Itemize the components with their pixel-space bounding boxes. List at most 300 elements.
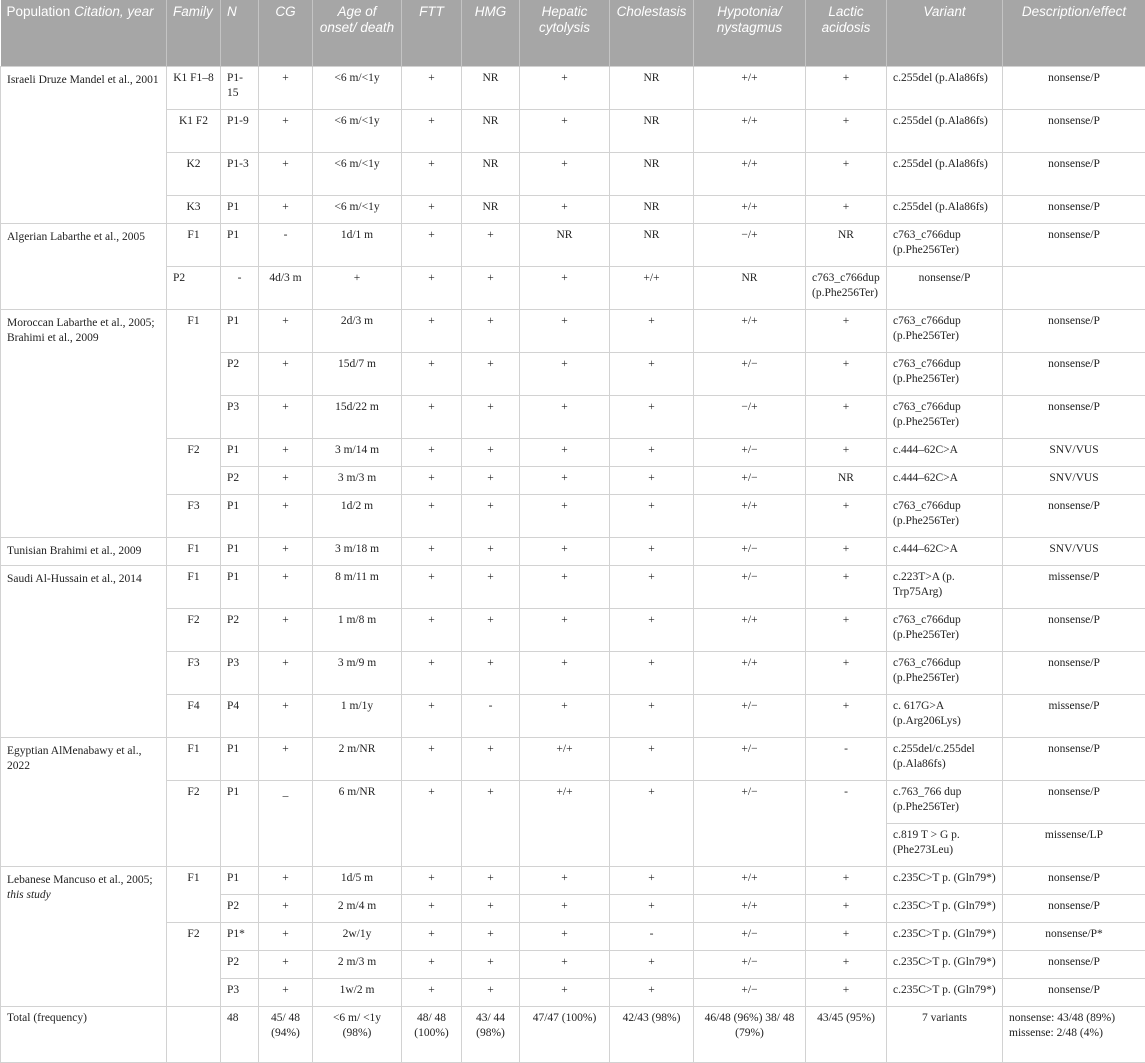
total-age: <6 m/ <1y (98%) [313, 1007, 402, 1063]
cholestasis-cell: + [610, 652, 694, 695]
cholestasis-cell: NR [610, 67, 694, 110]
cholestasis-cell: NR [610, 224, 694, 267]
n-cell: P2 [167, 267, 221, 310]
table-row [1, 439, 1145, 467]
variant-cell: c.444–62C>A [887, 467, 1003, 495]
cholestasis-cell: NR [610, 110, 694, 153]
hypotonia-cell: +/− [694, 695, 806, 738]
hmg-cell: + [462, 609, 520, 652]
n-cell: P2 [221, 467, 259, 495]
hmg-cell: + [462, 738, 520, 781]
ftt-cell: + [313, 267, 402, 310]
ftt-cell: + [402, 652, 462, 695]
ftt-cell: + [402, 353, 462, 396]
table-row [1, 110, 1145, 153]
age-cell: 3 m/14 m [313, 439, 402, 467]
variant-cell: c763_c766dup (p.Phe256Ter) [887, 495, 1003, 538]
ftt-cell: + [402, 196, 462, 224]
ftt-cell: + [402, 439, 462, 467]
lactic-cell: + [806, 923, 887, 951]
hypotonia-cell: +/+ [694, 609, 806, 652]
age-cell: 2w/1y [313, 923, 402, 951]
hepatic-cell: + [520, 895, 610, 923]
cg-cell: + [259, 396, 313, 439]
variant-cell: c. 617G>A (p.Arg206Lys) [887, 695, 1003, 738]
hypotonia-cell: +/− [694, 566, 806, 609]
n-cell: P4 [221, 695, 259, 738]
header-family: Family [167, 0, 221, 67]
hepatic-cell: + [520, 867, 610, 895]
variant-cell: c.235C>T p. (Gln79*) [887, 979, 1003, 1007]
description-cell: nonsense/P [1003, 110, 1145, 153]
cg-cell: _ [259, 781, 313, 867]
cholestasis-cell: + [520, 267, 610, 310]
cg-cell: + [259, 439, 313, 467]
hypotonia-cell: +/+ [694, 110, 806, 153]
n-cell: P1 [221, 310, 259, 353]
family-cell: F2 [167, 439, 221, 495]
family-cell: F1 [167, 224, 221, 267]
description-cell: nonsense/P [1003, 353, 1145, 396]
ftt-cell: + [402, 538, 462, 566]
hypotonia-cell: +/− [694, 979, 806, 1007]
cholestasis-cell: + [610, 781, 694, 867]
hepatic-cell: + [520, 538, 610, 566]
table-row [1, 781, 1145, 824]
n-cell: P2 [221, 353, 259, 396]
table-row [1, 609, 1145, 652]
population-cell [1, 538, 167, 566]
hmg-cell: + [462, 310, 520, 353]
family-cell: F3 [167, 495, 221, 538]
header-hmg: HMG [462, 0, 520, 67]
hepatic-cell: +/+ [520, 781, 610, 867]
population-note: this study [7, 889, 51, 901]
header-n: N [221, 0, 259, 67]
description-cell: nonsense/P [1003, 224, 1145, 267]
lactic-cell: NR [694, 267, 806, 310]
hmg-cell: NR [462, 110, 520, 153]
family-cell: K1 F2 [167, 110, 221, 153]
description-cell: nonsense/P [1003, 781, 1145, 824]
lactic-cell: + [806, 353, 887, 396]
n-cell: P1 [221, 867, 259, 895]
population-cell [1, 224, 167, 310]
table-row [1, 310, 1145, 353]
total-ftt: 48/ 48 (100%) [402, 1007, 462, 1063]
population-cell [1, 566, 167, 738]
hmg-cell: + [462, 652, 520, 695]
n-cell: P2 [221, 895, 259, 923]
total-hypotonia: 46/48 (96%) 38/ 48 (79%) [694, 1007, 806, 1063]
description-cell: nonsense/P [1003, 895, 1145, 923]
ftt-cell: + [402, 396, 462, 439]
variant-cell: c763_c766dup (p.Phe256Ter) [887, 652, 1003, 695]
population-cell [1, 738, 167, 867]
hmg-cell: NR [462, 196, 520, 224]
cg-cell: + [259, 310, 313, 353]
ftt-cell: + [402, 224, 462, 267]
table-row [1, 738, 1145, 781]
cholestasis-cell: + [610, 538, 694, 566]
ftt-cell: + [402, 951, 462, 979]
age-cell: 1w/2 m [313, 979, 402, 1007]
variant-cell: c.235C>T p. (Gln79*) [887, 951, 1003, 979]
variant-cell: c.223T>A (p. Trp75Arg) [887, 566, 1003, 609]
cg-cell: + [259, 467, 313, 495]
n-cell: P1 [221, 566, 259, 609]
cholestasis-cell: + [610, 310, 694, 353]
hepatic-cell: + [520, 110, 610, 153]
header-description: Description/effect [1003, 0, 1145, 67]
lactic-cell: + [806, 652, 887, 695]
hypotonia-cell: +/− [694, 781, 806, 867]
hmg-cell: + [462, 566, 520, 609]
hepatic-cell: + [520, 609, 610, 652]
lactic-cell: + [806, 67, 887, 110]
hypotonia-cell: +/− [694, 353, 806, 396]
ftt-cell: + [402, 110, 462, 153]
hepatic-cell: + [520, 153, 610, 196]
variant-cell: c.255del/c.255del (p.Ala86fs) [887, 738, 1003, 781]
n-cell: P1 [221, 738, 259, 781]
ftt-cell: + [402, 979, 462, 1007]
family-cell: F3 [167, 652, 221, 695]
cholestasis-cell: + [610, 467, 694, 495]
age-cell: 6 m/NR [313, 781, 402, 867]
lactic-cell: + [806, 439, 887, 467]
hypotonia-cell: +/− [694, 923, 806, 951]
table-row [1, 867, 1145, 895]
table-row [1, 923, 1145, 951]
header-lactic: Lactic acidosis [806, 0, 887, 67]
description-cell: nonsense/P [1003, 867, 1145, 895]
header-hypotonia: Hypotonia/ nystagmus [694, 0, 806, 67]
hypotonia-cell: +/+ [694, 652, 806, 695]
total-variant: 7 variants [887, 1007, 1003, 1063]
cg-cell: + [259, 738, 313, 781]
family-cell: F2 [167, 781, 221, 867]
lactic-cell: + [806, 310, 887, 353]
lactic-cell: + [806, 566, 887, 609]
variant-cell: c763_c766dup (p.Phe256Ter) [887, 609, 1003, 652]
cg-cell: + [259, 979, 313, 1007]
lactic-cell: + [806, 153, 887, 196]
ftt-cell: + [402, 495, 462, 538]
age-cell: 4d/3 m [259, 267, 313, 310]
cholestasis-cell: NR [610, 196, 694, 224]
hmg-cell: + [402, 267, 462, 310]
variant-cell: c.235C>T p. (Gln79*) [887, 867, 1003, 895]
header-hepatic: Hepatic cytolysis [520, 0, 610, 67]
hepatic-cell: + [520, 196, 610, 224]
description-cell: missense/LP [1003, 824, 1145, 867]
hmg-cell: + [462, 439, 520, 467]
hepatic-cell: + [520, 979, 610, 1007]
hmg-cell: + [462, 867, 520, 895]
cg-cell: + [259, 153, 313, 196]
hepatic-cell: + [520, 67, 610, 110]
population-label: Moroccan Labarthe et al., 2005; Brahimi et al., 2009 [7, 317, 155, 344]
description-cell: nonsense/P [887, 267, 1003, 310]
total-hepatic: 47/47 (100%) [520, 1007, 610, 1063]
hypotonia-cell: +/− [694, 467, 806, 495]
hmg-cell: + [462, 923, 520, 951]
cg-cell: + [259, 110, 313, 153]
cg-cell: + [259, 867, 313, 895]
variant-cell: c763_c766dup (p.Phe256Ter) [806, 267, 887, 310]
cholestasis-cell: + [610, 867, 694, 895]
total-cg: 45/ 48 (94%) [259, 1007, 313, 1063]
hypotonia-cell: +/+ [610, 267, 694, 310]
hypotonia-cell: +/+ [694, 153, 806, 196]
family-cell: F1 [167, 566, 221, 609]
population-cell [1, 67, 167, 224]
hmg-cell: + [462, 396, 520, 439]
ftt-cell: + [402, 566, 462, 609]
ftt-cell: + [402, 867, 462, 895]
ftt-cell: + [402, 67, 462, 110]
total-n: 48 [221, 1007, 259, 1063]
lactic-cell: + [806, 895, 887, 923]
hypotonia-cell: +/+ [694, 67, 806, 110]
hypotonia-cell: +/− [694, 951, 806, 979]
variant-cell: c.444–62C>A [887, 439, 1003, 467]
description-cell: nonsense/P [1003, 951, 1145, 979]
family-cell: F2 [167, 609, 221, 652]
cg-cell: + [259, 609, 313, 652]
header-row [1, 0, 1145, 67]
table-row [1, 538, 1145, 566]
ftt-cell: + [402, 895, 462, 923]
cg-cell: + [259, 652, 313, 695]
family-cell: F1 [167, 310, 221, 439]
n-cell: P1 [221, 439, 259, 467]
variant-cell: c.763_766 dup (p.Phe256Ter) [887, 781, 1003, 824]
lactic-cell: + [806, 396, 887, 439]
variant-cell: c763_c766dup (p.Phe256Ter) [887, 396, 1003, 439]
hepatic-cell: + [520, 439, 610, 467]
hepatic-cell: + [520, 566, 610, 609]
age-cell: <6 m/<1y [313, 153, 402, 196]
cholestasis-cell: + [610, 951, 694, 979]
variant-cell: c.235C>T p. (Gln79*) [887, 923, 1003, 951]
variant-cell: c.255del (p.Ala86fs) [887, 110, 1003, 153]
hmg-cell: + [462, 538, 520, 566]
cg-cell: - [259, 224, 313, 267]
cg-cell: - [221, 267, 259, 310]
total-lactic: 43/45 (95%) [806, 1007, 887, 1063]
table-row [1, 652, 1145, 695]
lactic-cell: + [806, 538, 887, 566]
hepatic-cell: + [520, 353, 610, 396]
table-body [1, 67, 1145, 1063]
table-row [1, 67, 1145, 110]
description-cell: missense/P [1003, 695, 1145, 738]
description-cell: SNV/VUS [1003, 467, 1145, 495]
ftt-cell: + [402, 923, 462, 951]
cholestasis-cell: + [610, 895, 694, 923]
family-cell: F1 [167, 538, 221, 566]
total-cholestasis: 42/43 (98%) [610, 1007, 694, 1063]
description-cell: nonsense/P [1003, 396, 1145, 439]
cholestasis-cell: + [610, 353, 694, 396]
lactic-cell: + [806, 495, 887, 538]
age-cell: 1d/1 m [313, 224, 402, 267]
variant-cell: c763_c766dup (p.Phe256Ter) [887, 224, 1003, 267]
description-cell: missense/P [1003, 566, 1145, 609]
family-cell: F1 [167, 867, 221, 923]
n-cell: P1 [221, 196, 259, 224]
n-cell: P1-9 [221, 110, 259, 153]
age-cell: <6 m/<1y [313, 110, 402, 153]
lactic-cell: - [806, 781, 887, 867]
variant-cell: c.235C>T p. (Gln79*) [887, 895, 1003, 923]
ftt-cell: + [402, 609, 462, 652]
population-label: Egyptian AlMenabawy et al., 2022 [7, 745, 141, 772]
ftt-cell: + [402, 153, 462, 196]
cg-cell: + [259, 566, 313, 609]
lactic-cell: + [806, 979, 887, 1007]
variant-cell: c.255del (p.Ala86fs) [887, 196, 1003, 224]
description-cell: nonsense/P [1003, 153, 1145, 196]
table-row [1, 267, 1145, 310]
table-row [1, 196, 1145, 224]
header-age: Age of onset/ death [313, 0, 402, 67]
table-row [1, 566, 1145, 609]
n-cell: P1-15 [221, 67, 259, 110]
hmg-cell: + [462, 353, 520, 396]
age-cell: 2 m/NR [313, 738, 402, 781]
n-cell: P1 [221, 495, 259, 538]
hypotonia-cell: +/+ [694, 495, 806, 538]
total-nonsense: nonsense: 43/48 (89%) [1009, 1012, 1115, 1024]
lactic-cell: NR [806, 224, 887, 267]
table-row [1, 495, 1145, 538]
description-cell: SNV/VUS [1003, 439, 1145, 467]
n-cell: P3 [221, 979, 259, 1007]
hypotonia-cell: +/+ [694, 196, 806, 224]
age-cell: 2d/3 m [313, 310, 402, 353]
variant-cell: c.255del (p.Ala86fs) [887, 153, 1003, 196]
description-cell: nonsense/P [1003, 196, 1145, 224]
variant-cell: c.255del (p.Ala86fs) [887, 67, 1003, 110]
hmg-cell: + [462, 895, 520, 923]
hypotonia-cell: +/+ [694, 310, 806, 353]
header-population: Population Citation, year [1, 0, 167, 67]
age-cell: 3 m/3 m [313, 467, 402, 495]
n-cell: P2 [221, 951, 259, 979]
family-cell: K2 [167, 153, 221, 196]
description-cell: nonsense/P [1003, 609, 1145, 652]
total-row [1, 1007, 1145, 1063]
n-cell: P1 [221, 538, 259, 566]
cholestasis-cell: + [610, 609, 694, 652]
cholestasis-cell: + [610, 738, 694, 781]
hypotonia-cell: +/− [694, 538, 806, 566]
cholestasis-cell: + [610, 495, 694, 538]
description-cell: nonsense/P* [1003, 923, 1145, 951]
n-cell: P1* [221, 923, 259, 951]
description-cell: nonsense/P [1003, 495, 1145, 538]
hypotonia-cell: +/− [694, 738, 806, 781]
ftt-cell: + [402, 467, 462, 495]
header-cg: CG [259, 0, 313, 67]
hepatic-cell: + [462, 267, 520, 310]
n-cell: P1 [221, 781, 259, 867]
cg-cell: + [259, 695, 313, 738]
total-description [1003, 1007, 1145, 1063]
lactic-cell: - [806, 738, 887, 781]
variant-cell: c763_c766dup (p.Phe256Ter) [887, 353, 1003, 396]
age-cell: 8 m/11 m [313, 566, 402, 609]
cg-cell: + [259, 923, 313, 951]
n-cell: P1-3 [221, 153, 259, 196]
description-cell: SNV/VUS [1003, 538, 1145, 566]
ftt-cell: + [402, 695, 462, 738]
population-label: Tunisian Brahimi et al., 2009 [7, 545, 141, 557]
hepatic-cell: + [520, 467, 610, 495]
age-cell: 1d/5 m [313, 867, 402, 895]
age-cell: 3 m/9 m [313, 652, 402, 695]
cholestasis-cell: NR [610, 153, 694, 196]
family-cell: K1 F1–8 [167, 67, 221, 110]
table-row [1, 153, 1145, 196]
family-cell: K3 [167, 196, 221, 224]
lactic-cell: + [806, 609, 887, 652]
age-cell: 1 m/1y [313, 695, 402, 738]
hmg-cell: - [462, 695, 520, 738]
cholestasis-cell: + [610, 979, 694, 1007]
hypotonia-cell: −/+ [694, 396, 806, 439]
hepatic-cell: +/+ [520, 738, 610, 781]
family-cell: F1 [167, 738, 221, 781]
age-cell: 3 m/18 m [313, 538, 402, 566]
hmg-cell: + [462, 495, 520, 538]
cholestasis-cell: + [610, 396, 694, 439]
cholestasis-cell: + [610, 566, 694, 609]
cg-cell: + [259, 538, 313, 566]
variant-cell: c.444–62C>A [887, 538, 1003, 566]
lactic-cell: + [806, 951, 887, 979]
lactic-cell: + [806, 110, 887, 153]
family-cell: F2 [167, 923, 221, 1007]
hepatic-cell: + [520, 652, 610, 695]
lactic-cell: + [806, 867, 887, 895]
age-cell: 1d/2 m [313, 495, 402, 538]
cg-cell: + [259, 895, 313, 923]
population-label: Algerian Labarthe et al., 2005 [7, 231, 145, 243]
n-cell: P1 [221, 224, 259, 267]
variant-cell: c763_c766dup (p.Phe256Ter) [887, 310, 1003, 353]
hmg-cell: + [462, 979, 520, 1007]
total-missense: missense: 2/48 (4%) [1009, 1027, 1103, 1039]
age-cell: 2 m/4 m [313, 895, 402, 923]
hepatic-cell: + [520, 310, 610, 353]
cholestasis-cell: - [610, 923, 694, 951]
n-cell: P3 [221, 652, 259, 695]
age-cell: 2 m/3 m [313, 951, 402, 979]
hmg-cell: + [462, 781, 520, 867]
hepatic-cell: NR [520, 224, 610, 267]
hepatic-cell: + [520, 396, 610, 439]
cg-cell: + [259, 495, 313, 538]
age-cell: 15d/22 m [313, 396, 402, 439]
cg-cell: + [259, 951, 313, 979]
age-cell: <6 m/<1y [313, 196, 402, 224]
hepatic-cell: + [520, 951, 610, 979]
population-cell [1, 867, 167, 1007]
